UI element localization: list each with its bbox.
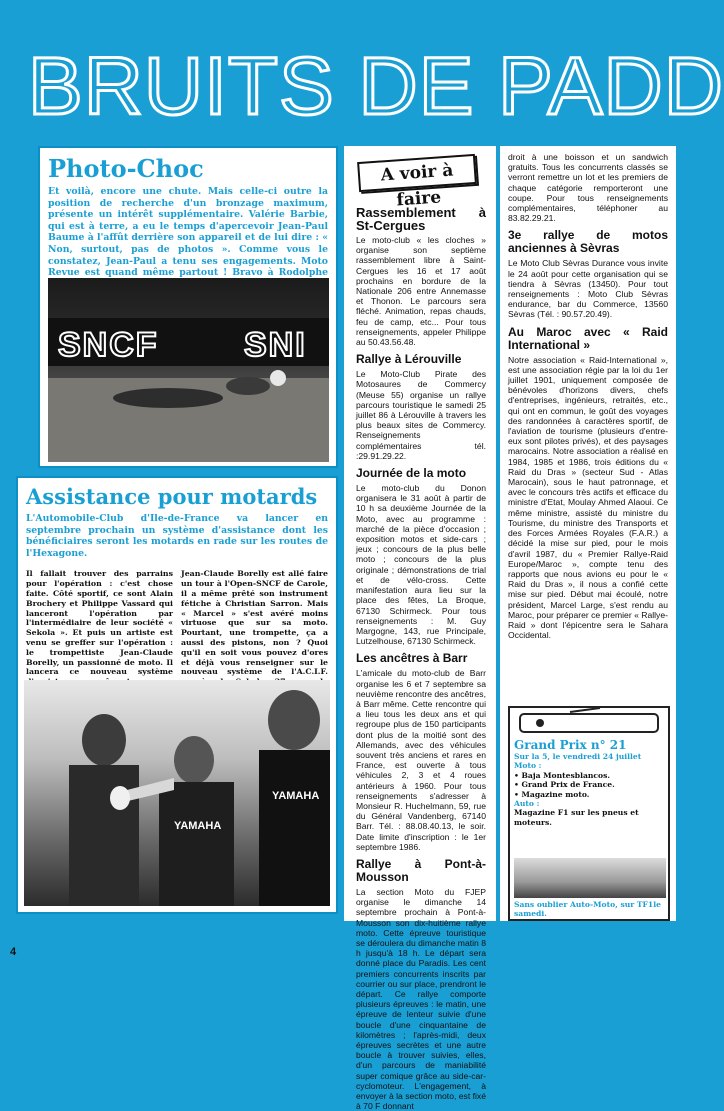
section-title-journee-moto: Journée de la moto — [356, 466, 467, 481]
grand-prix-details — [510, 752, 668, 827]
assistance-col-2: Jean-Claude Borelly est allé faire un tour à l'Open-SNCF de Carole, il a même prêté son instrument fétiche à Christian Sarron. Mais « Marcel » s'est avéré moins virtuose que sur sa moto. Pourtant, une trompette, ça a aussi des pistons, non ? Quoi qu'il en soit vous pouvez d'ores et déjà vous renseigner sur le nouveau système de l'A.C.I.F. — [181, 569, 328, 677]
section-body-pont-a-mousson: La section Moto du FJEP organise le dimanche 14 septembre prochain à Pont-à-Mousson son dix-huitième rallye moto. Cette épreuve touristique se déroulera du dimanche matin 8 h jusqu'à 18 h. Le départ sera donné place du Paradis. Les cent premiers concurrents inscrits par courrier ou sur place, prendront le départ. Ce rallye comporte plusieurs épreuves : le matin, une épreuve de lenteur suivie d'une boucle d'une cinquantaine de kilomètres ; l'après-midi, deux épreuves secrètes et une autre boucle à trouver suivies, elles, d'un parcours de maniabilité super comique grâce au side-car-cyclomoteur. L'engagement, à envoyer à la section moto, est fixé à 70 F donnant — [356, 886, 486, 1111]
grand-prix-box — [508, 706, 670, 921]
assistance-box — [16, 476, 338, 914]
section-title-ancetres-barr: Les ancêtres à Barr — [356, 651, 468, 666]
grand-prix-image — [514, 858, 666, 898]
voir-a-faire-badge-text: A voir à faire — [380, 160, 454, 211]
section-title-maroc: Au Maroc avec « Raid International » — [508, 324, 668, 352]
header-banner — [0, 0, 724, 135]
page-number: 4 — [10, 946, 17, 958]
section-title-lerouville: Rallye à Lérouville — [356, 352, 462, 367]
section-title-st-cergues: Rassemblement à St-Cergues — [356, 205, 486, 233]
assistance-image — [24, 680, 330, 906]
crash-photo-illustration — [48, 278, 329, 462]
section-body-maroc: Notre association « Raid-International », est une association régie par la loi du 1er juillet 1901, uniquement composée de bénévoles d'horizons divers, chefs d'entreprises, ingénieurs, retraités, etc., qui ont en commun, le goût des voyages des randonnées à caractères sportif, de l'aviation de tourisme (plusieurs d'entre-eux sont pilotes privés), et des paysages marocains. Notre association a réalisé en 1984, 1985 et 1986, trois éditions du « Raid du Dras » (secteur Sud - Atlas Marocain), sous le haut patronnage, et avec le concours très actifs et efficace du ministre d'Etat, Moulay Ahmed Alaoui. Ce même ministre, assisté du ministre du Tourisme, du ministre des Transports et des Forces Armées Royales (F.A.R.) a décidé la mise sur pied, pour le mois d'avril 1987, du « Premier Rallye-Raid Europe/Maroc », compte tenu des rapports que nous avions eu pour le « Raid du Dras », il nous a confié cette mise sur pied. Début mai écoulé, notre président, Marcel Large, s'est rendu au Maroc, pour préparer ce premier « Rallye-Raid » dont l'épicentre sera le Sahara Occidental. — [508, 354, 668, 641]
jersey-text-2: YAMAHA — [272, 790, 320, 802]
assistance-col-1: Il fallait trouver des parrains pour l'opération : c'est chose faite. Côté sportif, ce sont Alain Brochery et Philippe Vassard qui lanceront l'opération par l'intermédiaire de leur société « Sekola ». Et puis un artiste est venu se greffer sur l'opération : le trompettiste Jean-Claude Borelly, un passionné de moto. Il lancera ce nouveau système — [26, 569, 173, 677]
grand-prix-moto-item-2: • Grand Prix de France. — [514, 780, 615, 790]
tv-set-icon — [510, 708, 668, 736]
grand-prix-date: Sur la 5, le vendredi 24 juillet — [514, 752, 642, 761]
banner-title: BRUITS DE PADD — [28, 41, 724, 132]
right-column-text — [508, 152, 668, 640]
jersey-text-1: YAMAHA — [174, 820, 222, 832]
grand-prix-moto-item-1: • Baja Montesblancos. — [514, 770, 610, 780]
photo-banner-text-2: SNI — [244, 326, 307, 364]
photo-choc-title: Photo-Choc — [48, 154, 204, 183]
photo-choc-image — [48, 278, 329, 462]
grand-prix-auto-text: Magazine F1 sur les pneus et moteurs. — [514, 808, 639, 827]
grand-prix-footer: Sans oublier Auto-Moto, sur TF1le samedi. — [514, 900, 661, 919]
section-body-st-cergues: Le moto-club « les cloches » organise son septième rassemblement libre à Saint-Cergues les 16 et 17 août prochains en bordure de la Nationale 206 entre Annemasse et Thonon. Le parcours sera fléché. Animation, repas chauds, feu de camp, etc... Pour tous renseignements, appeler Philippe au 50.43.56.48. — [356, 235, 486, 348]
grand-prix-moto-label: Moto : — [514, 761, 542, 771]
grand-prix-auto-label: Auto : — [514, 799, 540, 809]
photo-choc-lead: Et voilà, encore une chute. Mais celle-ci outre la position de recherche d'un bronzage maximum, présente un intérêt supplémentaire. Valérie Barbie, qui est à terre, a eu le temps d'apercevoir Jean-Paul Baume à l'affût derrière son appareil et de lui dire : « Non, surtout, pas de photos ». Comme vous le constatez, Jean-Paul a tenu ses engagements. Moto Revue est quand même partout ! Bravo à Rodolphe — [48, 186, 328, 279]
voir-sections — [356, 206, 486, 1111]
section-body-journee-moto: Le moto-club du Donon organisera le 31 août à partir de 10 h sa deuxième Journée de la Moto, avec au programme : marché de la pièce d'occasion ; exposition motos et side-cars ; jeux ; concours de la plus belle moto ; concours de la plus originale ; démonstrations de trial et de vélo-cross. Cette manifestation aura lieu sur la place des fêtes, La Broque, 67130 Schirmeck. Pour tous renseignements : M. Guy Margogne, 143, rue Principale, Lutzelhouse, 67130 Schirmeck. — [356, 483, 486, 647]
assistance-title: Assistance pour motards — [26, 484, 318, 509]
assistance-lead: L'Automobile-Club d'Ile-de-France va lancer en septembre prochain un système d'assistance dont les bénéficiaires seront les motards en rade sur les routes de l'Hexagone. — [26, 513, 328, 559]
grand-prix-title: Grand Prix n° 21 — [514, 738, 627, 752]
photo-choc-box — [38, 146, 338, 468]
section-body-ancetres-barr: L'amicale du moto-club de Barr organise les 6 et 7 septembre sa neuvième rencontre des ancêtres, à Barr même. Cette rencontre qui a lieu tous les deux ans et qui regroupe plus de 150 participants dont plus de la moitié sont des Allemands, avec des véhicules souvent très anciens et rares en France, est ouverte à tous véhicules 2, 3 et 4 roues antérieurs à 1960. Pour tous renseignements s'adresser à Monsieur R. Huchelmann, 59, rue du Général Vandenberg, 67140 Barr. Tél. : 88.08.40.13, le soir. Date limite d'inscription : le 1er septembre 1986. — [356, 668, 486, 852]
grand-prix-moto-item-3: • Magazine moto. — [514, 789, 590, 799]
section-body-sevras: Le Moto Club Sèvras Durance vous invite le 24 août pour cette organisation qui se tiendra à Sèvras (13450). Pour tout renseignements : Moto Club Sèvras endurance, bar du Commerce, 13560 Sèvras (Tél. : 90.57.20.49). — [508, 258, 668, 320]
right-intro: droit à une boisson et un sandwich gratuits. Tous les concurrents classés se verront remettre un lot et les premiers de chaque catégorie remporteront une coupe. Pour tous renseignements complémentaires, téléphoner au 83.82.29.21. — [508, 152, 668, 224]
photo-banner-text-1: SNCF — [58, 326, 159, 364]
section-title-sevras: 3e rallye de motos anciennes à Sèvras — [508, 228, 668, 256]
section-title-pont-a-mousson: Rallye à Pont-à-Mousson — [356, 856, 486, 884]
voir-a-faire-column — [344, 146, 496, 1111]
section-body-lerouville: Le Moto-Club Pirate des Motosaures de Commercy (Meuse 55) organise un rallye parcours touristique le samedi 25 juillet 86 à Lérouville à travers les plus beaux sites de Commercy. Renseignements complémentaires tél. :29.91.29.22. — [356, 369, 486, 461]
